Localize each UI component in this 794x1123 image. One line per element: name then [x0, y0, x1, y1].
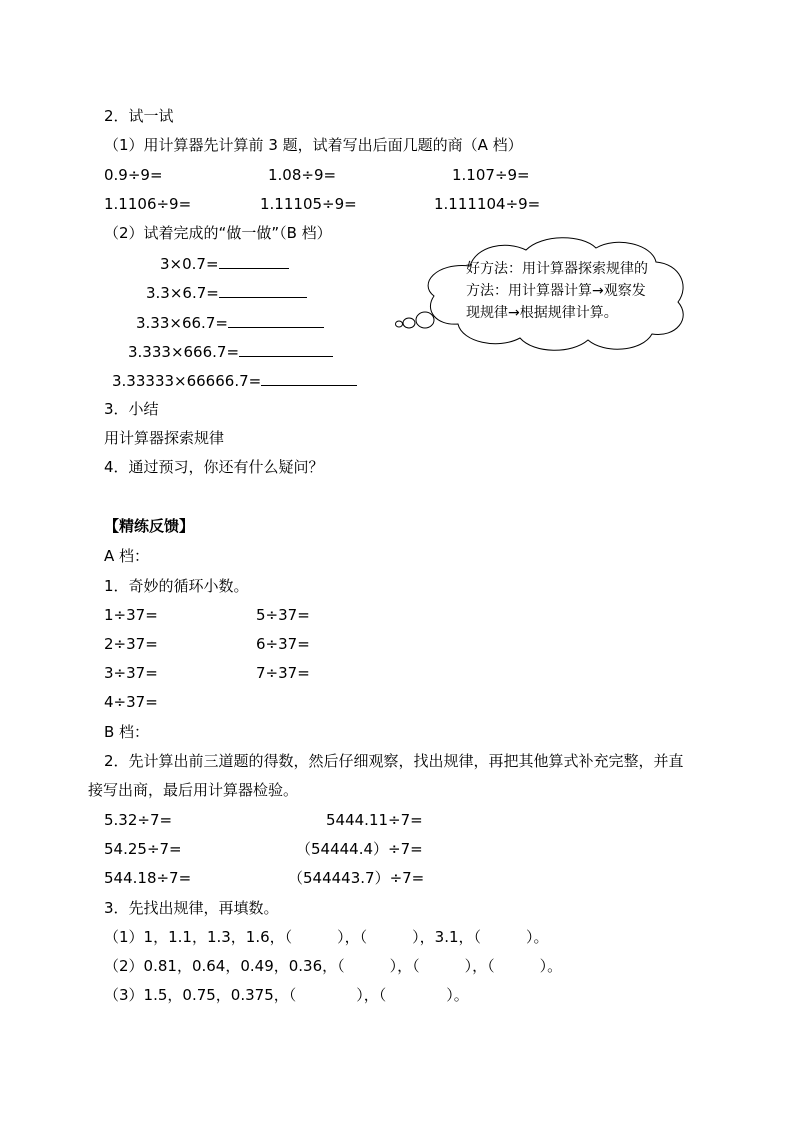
do-expr-1: 3×0.7=	[160, 254, 289, 274]
q2-expr: 5444.11÷7=	[326, 811, 423, 829]
q1-expr: 3÷37=	[104, 664, 158, 682]
summary-text: 用计算器探索规律	[104, 429, 225, 447]
summary-heading: 3．小结	[104, 400, 159, 418]
do-expr-4: 3.333×666.7=	[128, 342, 333, 362]
tip-line-1: 好方法：用计算器探索规律的	[466, 261, 648, 277]
answer-blank[interactable]	[219, 283, 307, 298]
q2-instruction-line1: 2．先计算出前三道题的得数，然后仔细观察，找出规律，再把其他算式补充完整，并直	[104, 752, 684, 770]
answer-blank[interactable]	[228, 313, 324, 328]
tip-line-2: 方法：用计算器计算→观察发	[466, 283, 646, 299]
try-expr-2: 1.08÷9=	[268, 166, 337, 184]
q2-expr: 5.32÷7=	[104, 811, 173, 829]
try-expr-5: 1.11105÷9=	[260, 195, 357, 213]
q2-expr: 544.18÷7=	[104, 869, 192, 887]
try-part1-instruction: （1）用计算器先计算前 3 题，试着写出后面几题的商（A 档）	[104, 136, 523, 154]
answer-blank[interactable]	[219, 254, 289, 269]
q1-expr: 6÷37=	[256, 635, 310, 653]
level-b-label: B 档：	[104, 723, 150, 741]
try-expr-6: 1.111104÷9=	[434, 195, 541, 213]
practice-heading: 【精练反馈】	[104, 517, 195, 535]
q2-expr: （544443.7）÷7=	[288, 869, 425, 887]
q1-expr: 2÷37=	[104, 635, 158, 653]
level-a-label: A 档：	[104, 547, 150, 565]
try-expr-1: 0.9÷9=	[104, 166, 163, 184]
tip-line-3: 现规律→根据规律计算。	[466, 305, 618, 321]
q3-sequence-2: （2）0.81，0.64，0.49，0.36，（ ），（ ），（ ）。	[104, 957, 563, 975]
section-try-heading: 2．试一试	[104, 107, 174, 125]
try-expr-4: 1.1106÷9=	[104, 195, 192, 213]
q1-expr: 4÷37=	[104, 693, 158, 711]
q3-title: 3．先找出规律，再填数。	[104, 899, 279, 917]
q1-title: 1．奇妙的循环小数。	[104, 577, 249, 595]
do-expr-5: 3.33333×66666.7=	[112, 371, 357, 391]
q3-sequence-1: （1）1，1.1，1.3，1.6，（ ），（ ），3.1，（ ）。	[104, 928, 549, 946]
q2-instruction-line2: 接写出商，最后用计算器检验。	[88, 781, 299, 799]
answer-blank[interactable]	[239, 342, 333, 357]
q1-expr: 5÷37=	[256, 606, 310, 624]
try-part2-instruction: （2）试着完成的“做一做”（B 档）	[104, 224, 332, 242]
answer-blank[interactable]	[261, 371, 357, 386]
do-expr-3: 3.33×66.7=	[136, 313, 324, 333]
q1-expr: 7÷37=	[256, 664, 310, 682]
q1-expr: 1÷37=	[104, 606, 158, 624]
q2-expr: 54.25÷7=	[104, 840, 182, 858]
question-prompt: 4．通过预习，你还有什么疑问？	[104, 458, 324, 476]
q2-expr: （54444.4）÷7=	[296, 840, 423, 858]
q3-sequence-3: （3）1.5，0.75，0.375，（ ），（ ）。	[104, 986, 469, 1004]
try-expr-3: 1.107÷9=	[452, 166, 530, 184]
do-expr-2: 3.3×6.7=	[146, 283, 307, 303]
